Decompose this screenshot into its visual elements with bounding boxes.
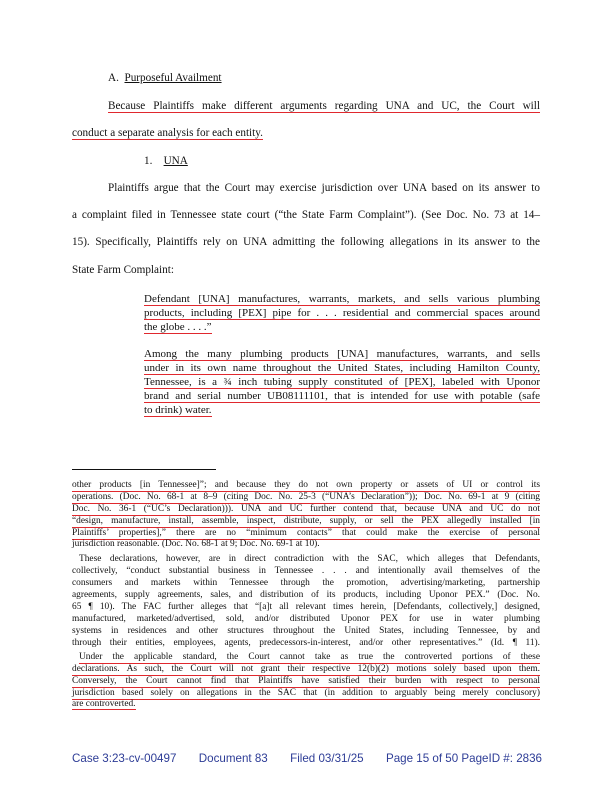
quote-line: Defendant [UNA] manufactures, warrants, markets, and sells various plumbing bbox=[144, 293, 540, 305]
footer-document-number: Document 83 bbox=[198, 752, 268, 765]
footnote-line: are controverted. bbox=[72, 699, 136, 709]
subsection-title: UNA bbox=[163, 155, 188, 167]
footnote-line: manufactured, marketed/advertised, sold, and/or distributed Uponor PEX for use in water plumbing bbox=[72, 614, 540, 624]
footer-filed-date: Filed 03/31/25 bbox=[290, 752, 364, 765]
intro-line: conduct a separate analysis for each entity. bbox=[72, 127, 263, 139]
footnote-line: declarations. As such, the Court will not grant their respective 12(b)(2) motions solely based upon them. bbox=[72, 664, 540, 674]
body-line: State Farm Complaint: bbox=[72, 264, 174, 276]
footnote-line: Under the applicable standard, the Court cannot take as true the controverted portions of these bbox=[79, 652, 540, 662]
footnote-line: operations. (Doc. No. 68-1 at 8–9 (citing Doc. No. 25-3 (“UNA’s Declaration”)); Doc. No. 69-1 at 9 (citing bbox=[72, 492, 540, 502]
quote-line: the globe . . . .” bbox=[144, 321, 212, 333]
section-label: A. bbox=[108, 72, 119, 84]
quote-line: under in its own name throughout the United States, including Hamilton County, bbox=[144, 362, 540, 374]
body-line: a complaint filed in Tennessee state court (“the State Farm Complaint”). (See Doc. No. 73 at 14– bbox=[72, 209, 540, 221]
footnote-line: jurisdiction reasonable. (Doc. No. 68-1 at 9; Doc. No. 69-1 at 10). bbox=[72, 539, 320, 549]
footer-page-id: Page 15 of 50 PageID #: 2836 bbox=[385, 752, 542, 765]
quote-line: to drink) water. bbox=[144, 404, 212, 416]
footnote-line: agreements, supply agreements, sales, and distribution of its products, including Uponor PEX.” (Doc. No. bbox=[72, 590, 540, 600]
footnote-line: other products [in Tennessee]”; and because they do not own property or assets of UI or control its bbox=[72, 480, 540, 490]
quote-line: Among the many plumbing products [UNA] manufactures, warrants, and sells bbox=[144, 348, 540, 360]
footnote-line: Doc. No. 36-1 (“UC’s Declaration))). UNA and UC further contend that, because UNA and UC do not bbox=[72, 504, 540, 514]
footnote-line: consumers and markets within Tennessee through the promotion, advertising/marketing, partnership bbox=[72, 578, 540, 588]
footnote-line: These declarations, however, are in direct contradiction with the SAC, which alleges that Defendants, bbox=[79, 554, 540, 564]
quote-line: brand and serial number UB08111101, that is intended for use with potable (safe bbox=[144, 390, 540, 402]
quote-line: products, including [PEX] pipe for . . . residential and commercial spaces around bbox=[144, 307, 540, 319]
quote-line: Tennessee, is a ¾ inch tubing supply constituted of [PEX], labeled with Uponor bbox=[144, 376, 540, 388]
footer-case-number: Case 3:23-cv-00497 bbox=[72, 752, 177, 765]
footnote-line: 65 ¶ 10). The FAC further alleges that “[a]t all relevant times herein, [Defendants, collectively,] designed, bbox=[72, 602, 540, 612]
section-title: Purposeful Availment bbox=[124, 72, 222, 84]
section-heading-a bbox=[108, 72, 222, 84]
subsection-label: 1. bbox=[144, 155, 153, 167]
body-line: Plaintiffs argue that the Court may exercise jurisdiction over UNA based on its answer to bbox=[108, 182, 540, 194]
footnote-separator bbox=[72, 469, 216, 470]
subsection-heading-1 bbox=[144, 155, 188, 167]
body-line: 15). Specifically, Plaintiffs rely on UNA admitting the following allegations in its answer to the bbox=[72, 236, 540, 248]
footnote-line: Plaintiffs’ properties],” there are no “minimum contacts” that could make the exercise of personal bbox=[72, 528, 540, 538]
footnote-line: collectively, “conduct substantial business in Tennessee . . . and intentionally avail themselves of the bbox=[72, 566, 540, 576]
footnote-line: jurisdiction based solely on allegations in the SAC that (in addition to arguably being merely conclusory) bbox=[72, 688, 540, 698]
footnote-line: Conversely, the Court cannot find that Plaintiffs have satisfied their burden with respect to personal bbox=[72, 676, 540, 686]
footnote-line: systems in residences and other structures throughout the United States, including Tennessee, by and bbox=[72, 626, 540, 636]
footnote-line: through their entities, employees, agents, predecessors-in-interest, and/or other representatives.” (Id. ¶ 11). bbox=[72, 638, 540, 648]
footnote-line: “design, manufacture, install, assemble, inspect, distribute, supply, or sell the PEX allegedly installed [in bbox=[72, 516, 540, 526]
intro-line: Because Plaintiffs make different arguments regarding UNA and UC, the Court will bbox=[108, 100, 540, 112]
page-footer bbox=[72, 752, 542, 765]
